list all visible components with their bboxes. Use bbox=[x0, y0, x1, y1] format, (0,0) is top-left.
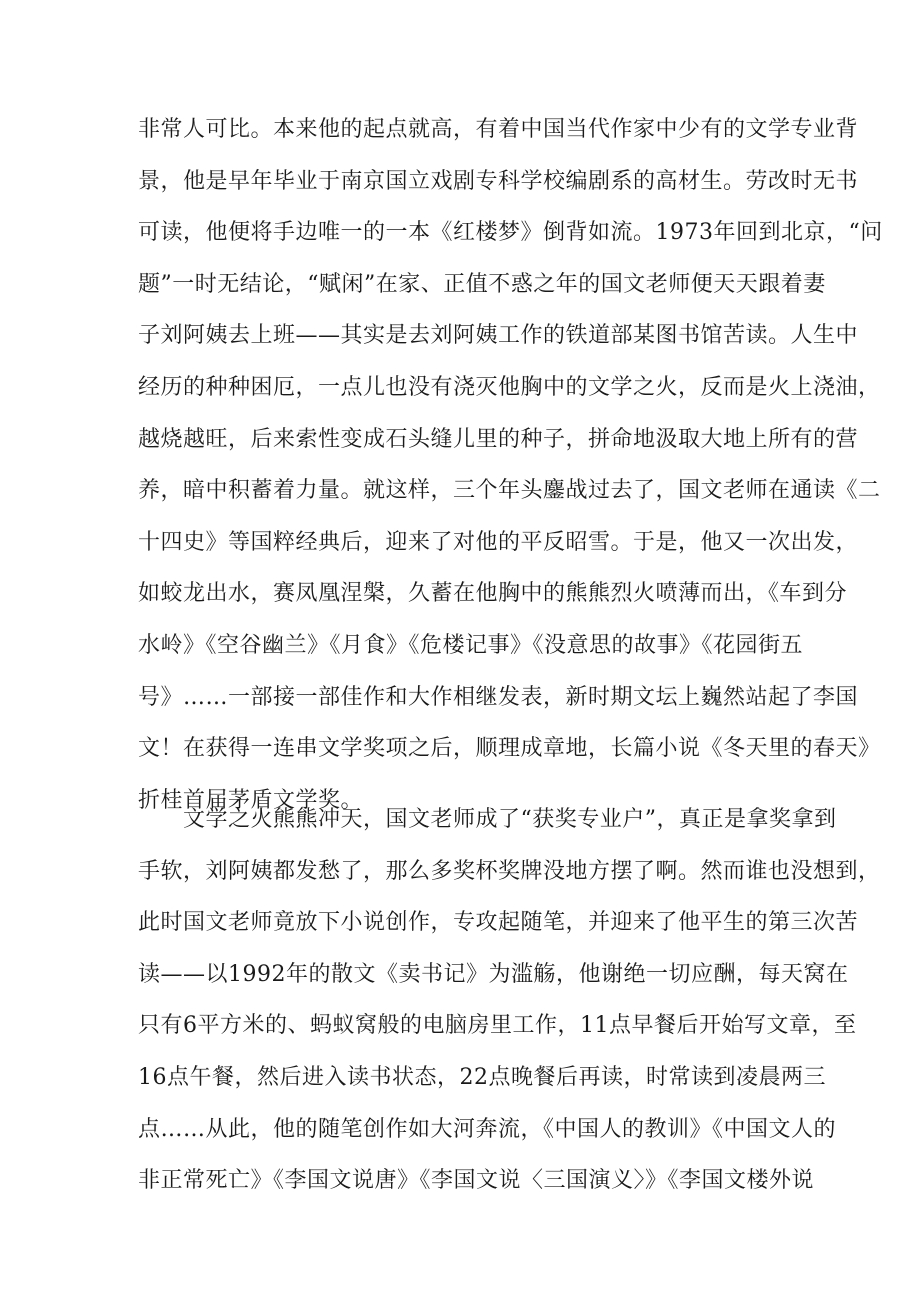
text-line: 子刘阿姨去上班——其实是去刘阿姨工作的铁道部某图书馆苦读。人生中 bbox=[138, 323, 859, 349]
text-line: 越烧越旺，后来索性变成石头缝儿里的种子，拼命地汲取大地上所有的营 bbox=[138, 426, 859, 452]
text-line: 折桂首届茅盾文学奖。 bbox=[138, 787, 364, 813]
text-line: 经历的种种困厄，一点儿也没有浇灭他胸中的文学之火，反而是火上浇油， bbox=[138, 374, 881, 400]
text-line: 题”一时无结论，“赋闲”在家、正值不惑之年的国文老师便天天跟着妻 bbox=[138, 271, 826, 297]
text-line: 景，他是早年毕业于南京国立戏剧专科学校编剧系的高材生。劳改时无书 bbox=[138, 168, 859, 194]
paragraph-1 bbox=[138, 104, 883, 826]
text-line: 水岭》《空谷幽兰》《月食》《危楼记事》《没意思的故事》《花园街五 bbox=[138, 632, 804, 658]
paragraph-2 bbox=[138, 794, 881, 1207]
text-line: 如蛟龙出水，赛凤凰涅槃，久蓄在他胸中的熊熊烈火喷薄而出，《车到分 bbox=[138, 581, 848, 607]
text-line: 点……从此，他的随笔创作如大河奔流，《中国人的教训》《中国文人的 bbox=[138, 1116, 837, 1142]
text-line: 养，暗中积蓄着力量。就这样，三个年头鏖战过去了，国文老师在通读《二 bbox=[138, 478, 881, 504]
text-line: 手软，刘阿姨都发愁了，那么多奖杯奖牌没地方摆了啊。然而谁也没想到， bbox=[138, 858, 881, 884]
text-line: 非正常死亡》《李国文说唐》《李国文说〈三国演义〉》《李国文楼外说 bbox=[138, 1168, 815, 1194]
text-line: 十四史》等国粹经典后，迎来了对他的平反昭雪。于是，他又一次出发， bbox=[138, 529, 859, 555]
text-line: 只有6平方米的、蚂蚁窝般的电脑房里工作，11点早餐后开始写文章，至 bbox=[138, 1013, 857, 1039]
text-line: 读——以1992年的散文《卖书记》为滥觞，他谢绝一切应酬，每天窝在 bbox=[138, 961, 849, 987]
text-line: 16点午餐，然后进入读书状态，22点晚餐后再读，时常读到凌晨两三 bbox=[138, 1064, 826, 1090]
text-line: 文！在获得一连串文学奖项之后，顺理成章地，长篇小说《冬天里的春天》 bbox=[138, 736, 881, 762]
text-line: 文学之火熊熊冲天，国文老师成了“获奖专业户”，真正是拿奖拿到 bbox=[138, 807, 837, 832]
text-line: 非常人可比。本来他的起点就高，有着中国当代作家中少有的文学专业背 bbox=[138, 117, 859, 142]
text-line: 可读，他便将手边唯一的一本《红楼梦》倒背如流。1973年回到北京，“问 bbox=[138, 220, 883, 246]
text-line: 号》……一部接一部佳作和大作相继发表，新时期文坛上巍然站起了李国 bbox=[138, 684, 859, 710]
text-line: 此时国文老师竟放下小说创作，专攻起随笔，并迎来了他平生的第三次苦 bbox=[138, 910, 859, 936]
